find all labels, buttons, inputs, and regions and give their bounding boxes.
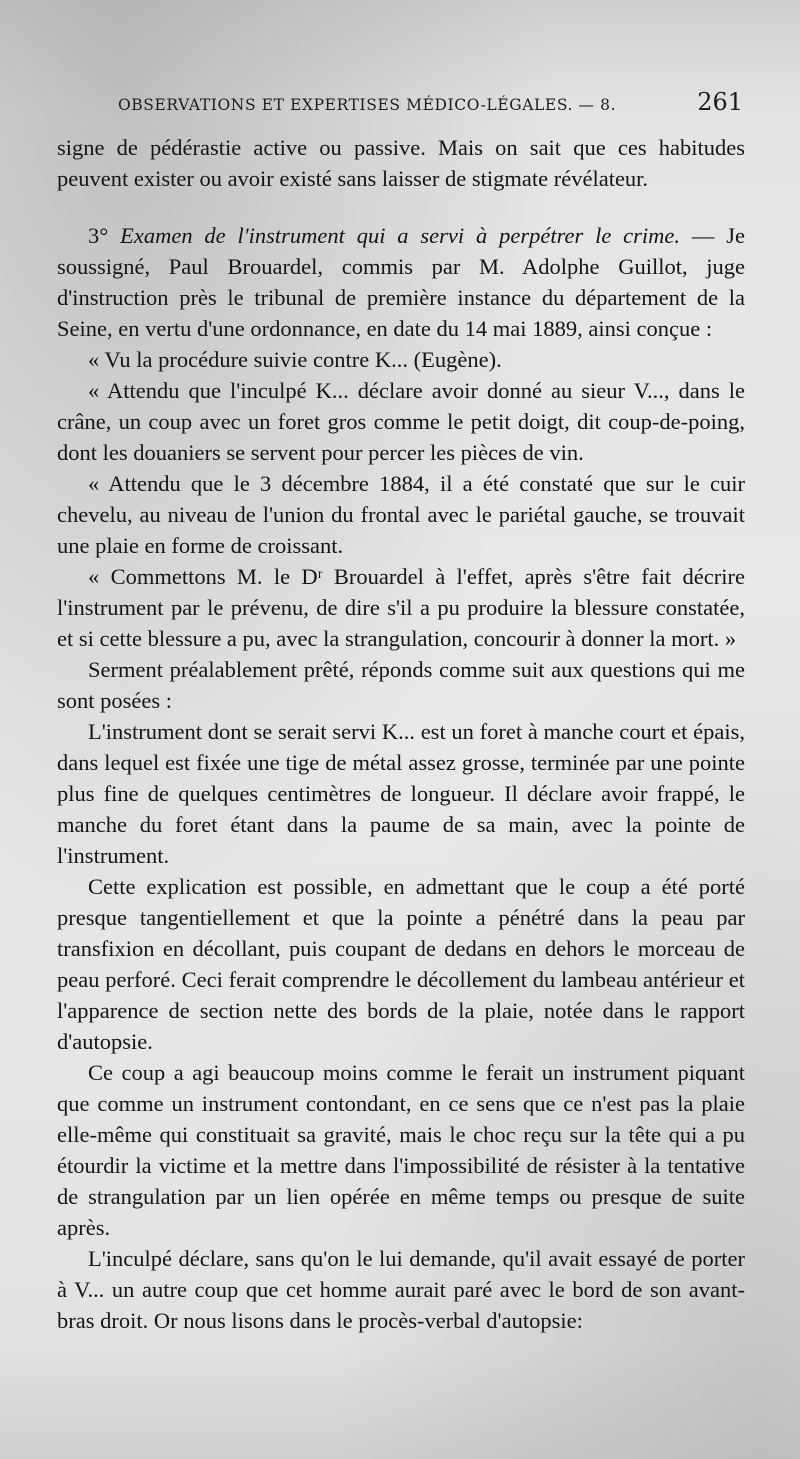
paragraph: Serment préalablement prêté, réponds comme suit aux questions qui me sont posées : <box>57 657 745 713</box>
quoted-paragraph: « Vu la procédure suivie contre K... (Eugène). <box>88 347 502 372</box>
section-heading: Examen de l'instrument qui a servi à perpétrer le crime. <box>120 223 681 248</box>
running-head: OBSERVATIONS ET EXPERTISES MÉDICO-LÉGALES. — 8. <box>118 96 617 114</box>
page-number: 261 <box>697 88 743 116</box>
paragraph: Cette explication est possible, en admettant que le coup a été porté presque tangentiellement et que la pointe a pénétré dans la peau par transfixion en décollant, puis coupant de dedans en dehors le morceau de peau perforé. Ceci ferait comprendre le décollement du lambeau antérieur et l'apparence de section nette des bords de la plaie, notée dans le rapport d'autopsie. <box>57 874 745 1054</box>
body-text <box>57 132 745 1336</box>
paragraph: Ce coup a agi beaucoup moins comme le ferait un instrument piquant que comme un instrument contondant, en ce sens que ce n'est pas la plaie elle-même qui constituait sa gravité, mais le choc reçu sur la tête qui a pu étourdir la victime et la mettre dans l'impossibilité de résister à la tentative de strangulation par un lien opérée en même temps ou presque de suite après. <box>57 1060 745 1240</box>
quoted-paragraph: « Commettons M. le Dʳ Brouardel à l'effet, après s'être fait décrire l'instrument par le prévenu, de dire s'il a pu produire la blessure constatée, et si cette blessure a pu, avec la strangulation, concourir à donner la mort. » <box>57 564 745 651</box>
paragraph-text: — Je soussigné, Paul Brouardel, commis par M. Adolphe Guillot, juge d'instruction près le tribunal de première instance du département de la Seine, en vertu d'une ordonnance, en date du 14 mai 1889, ainsi conçue : <box>57 223 745 341</box>
quoted-paragraph: « Attendu que l'inculpé K... déclare avoir donné au sieur V..., dans le crâne, un coup avec un foret gros comme le petit doigt, dit coup-de-poing, dont les douaniers se servent pour percer les pièces de vin. <box>57 378 745 465</box>
page-header <box>118 88 743 122</box>
paragraph: L'inculpé déclare, sans qu'on le lui demande, qu'il avait essayé de porter à V... un autre coup que cet homme aurait paré avec le bord de son avant-bras droit. Or nous lisons dans le procès-verbal d'autopsie: <box>57 1246 745 1333</box>
paragraph: L'instrument dont se serait servi K... est un foret à manche court et épais, dans lequel est fixée une tige de métal assez grosse, terminée par une pointe plus fine de quelques centimètres de longueur. Il déclare avoir frappé, le manche du foret étant dans la paume de sa main, avec la pointe de l'instrument. <box>57 719 745 868</box>
section-paragraph <box>57 220 745 344</box>
quoted-paragraph: « Attendu que le 3 décembre 1884, il a été constaté que sur le cuir chevelu, au niveau de l'union du frontal avec le pariétal gauche, se trouvait une plaie en forme de croissant. <box>57 471 745 558</box>
paragraph: signe de pédérastie active ou passive. Mais on sait que ces habitudes peuvent exister ou avoir existé sans laisser de stigmate révélateur. <box>57 135 745 191</box>
section-number: 3° <box>88 223 121 248</box>
